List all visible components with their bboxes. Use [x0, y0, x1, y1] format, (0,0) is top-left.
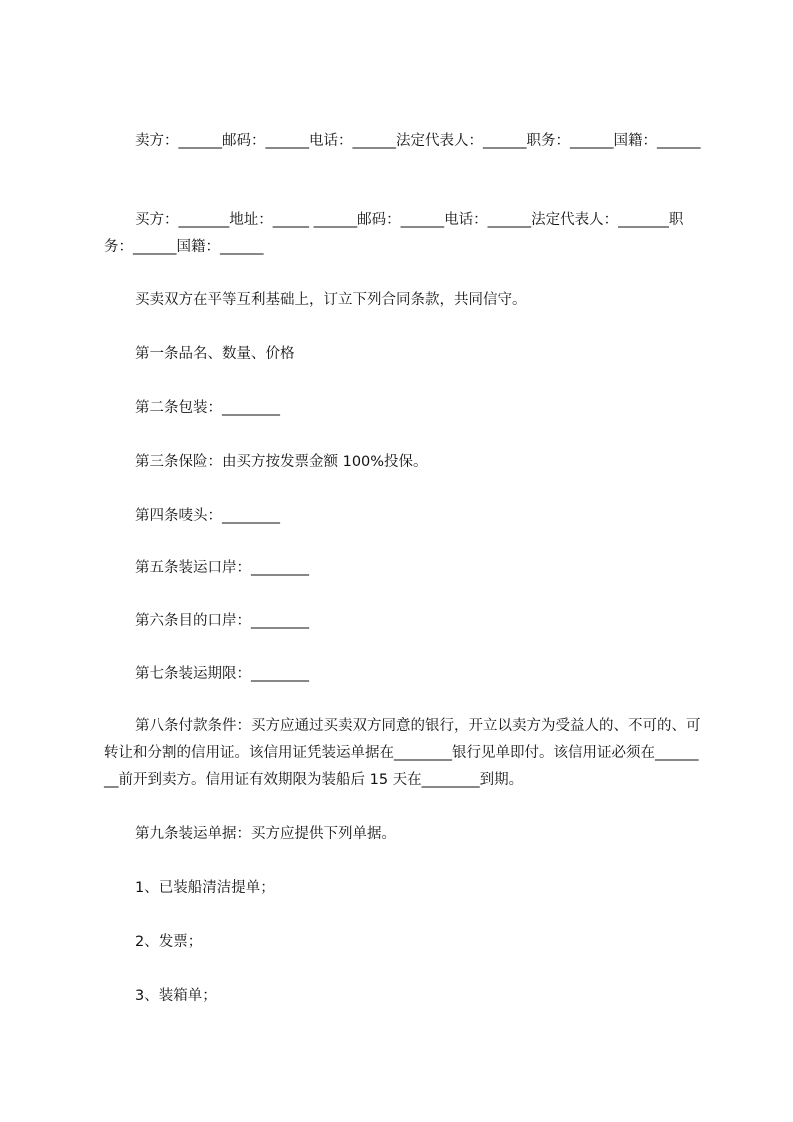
seller-info-paragraph: 卖方：______邮码：______电话：______法定代表人：______职务：______国籍：______	[135, 133, 701, 149]
article-7: 第七条装运期限：________	[135, 666, 309, 682]
article-3: 第三条保险：由买方按发票金额 100%投保。	[135, 454, 428, 470]
list-item-1: 1、已装船清洁提单；	[135, 880, 275, 896]
article-4: 第四条唛头：________	[135, 508, 280, 524]
intro-paragraph: 买卖双方在平等互利基础上，订立下列合同条款，共同信守。	[135, 292, 527, 308]
article-1: 第一条品名、数量、价格	[135, 346, 295, 362]
article-6: 第六条目的口岸：________	[135, 613, 309, 629]
article-8: 第八条付款条件：买方应通过买卖双方同意的银行，开立以卖方为受益人的、不可的、可转让和分割的信用证。该信用证凭装运单据在________银行见单即付。该信用证必须在________前开到卖方。信用证有效期限为装船后 15 天在________到期。	[104, 718, 701, 788]
article-5: 第五条装运口岸：________	[135, 560, 309, 576]
article-9: 第九条装运单据：买方应提供下列单据。	[135, 826, 396, 842]
buyer-info-paragraph: 买方：_______地址：_____ ______邮码：______电话：______法定代表人：_______职务：______国籍：______	[104, 212, 684, 255]
article-2: 第二条包装：________	[135, 400, 280, 416]
list-item-2: 2、发票；	[135, 934, 203, 950]
list-item-3: 3、装箱单；	[135, 988, 217, 1004]
